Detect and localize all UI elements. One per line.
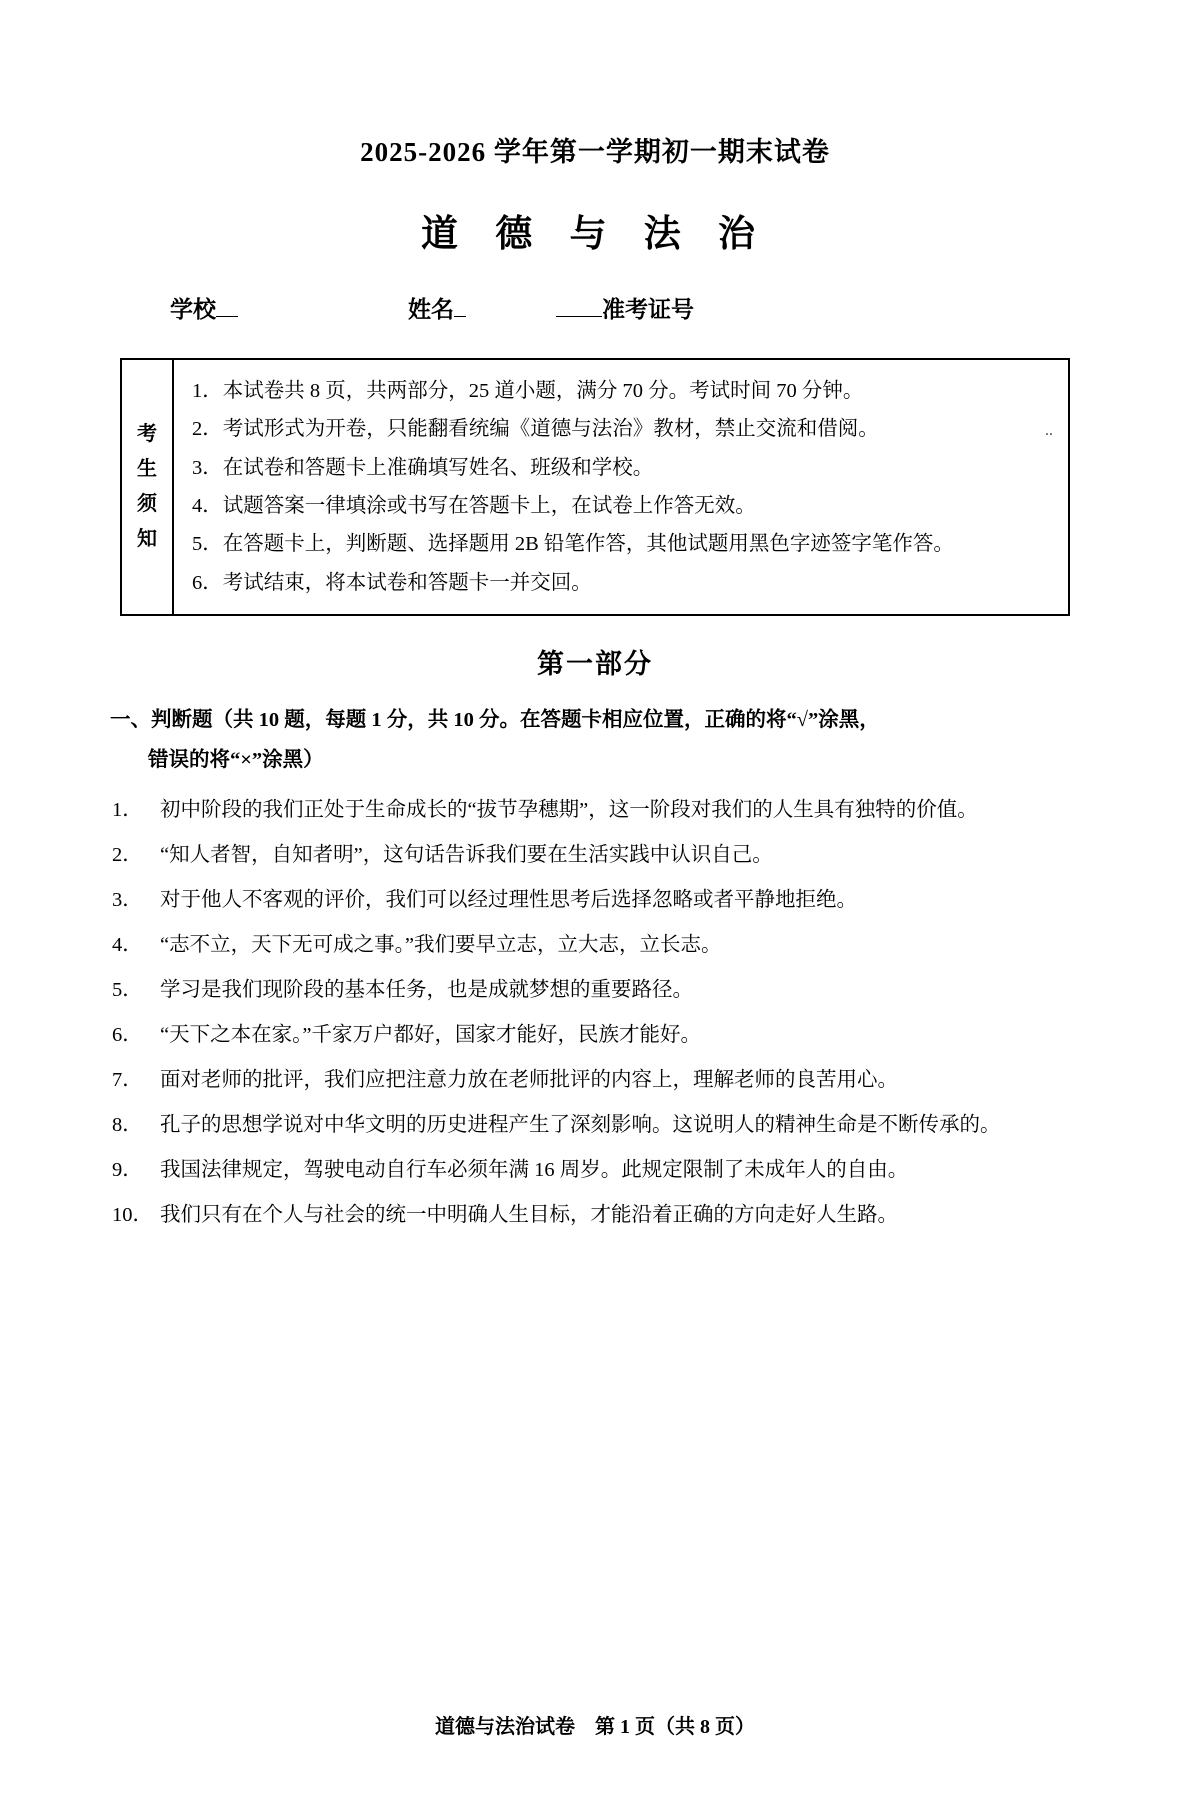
question-list — [112, 791, 1090, 1236]
question-number: 7． — [112, 1068, 143, 1091]
notice-items — [174, 360, 1068, 614]
notice-item: 6．考试结束，将本试卷和答题卡一并交回。 — [192, 571, 592, 594]
question-text: “知人者智，自知者明”，这句话告诉我们要在生活实践中认识自己。 — [160, 843, 773, 866]
notice-item: 1．本试卷共 8 页，共两部分，25 道小题，满分 70 分。考试时间 70 分钟。 — [192, 380, 864, 402]
page-footer: 道德与法治试卷 第 1 页（共 8 页） — [435, 1716, 755, 1738]
question-item — [112, 971, 1090, 1011]
name-label: 姓名 — [408, 297, 454, 322]
school-label: 学校 — [170, 297, 216, 322]
student-info-line — [0, 291, 1190, 324]
question-number: 9． — [112, 1158, 143, 1181]
question-number: 10． — [112, 1203, 153, 1226]
question-number: 5． — [112, 978, 143, 1001]
question-text: 我们只有在个人与社会的统一中明确人生目标，才能沿着正确的方向走好人生路。 — [160, 1203, 898, 1226]
question-text: 初中阶段的我们正处于生命成长的“拔节孕穗期”，这一阶段对我们的人生具有独特的价值。 — [160, 798, 978, 821]
question-item — [112, 926, 1090, 966]
exam-notice-box — [120, 358, 1070, 616]
question-item — [112, 1061, 1090, 1101]
notice-item: 5．在答题卡上，判断题、选择题用 2B 铅笔作答，其他试题用黑色字迹签字笔作答。 — [192, 533, 954, 556]
question-number: 3． — [112, 888, 143, 911]
admission-number-blank[interactable] — [556, 296, 602, 317]
question-text: 学习是我们现阶段的基本任务，也是成就梦想的重要路径。 — [160, 978, 693, 1001]
question-item — [112, 1016, 1090, 1056]
question-item — [112, 1106, 1090, 1146]
admission-number-field[interactable] — [556, 291, 694, 324]
section-heading — [110, 701, 1070, 781]
notice-label-char-3: 须 — [137, 492, 157, 515]
stray-mark: .. — [1045, 422, 1053, 439]
question-text: “志不立，天下无可成之事。”我们要早立志，立大志，立长志。 — [160, 933, 722, 956]
question-number: 4． — [112, 933, 143, 956]
exam-title: 2025-2026 学年第一学期初一期末试卷 — [360, 137, 830, 167]
notice-label-char-1: 考 — [137, 422, 157, 445]
question-item — [112, 791, 1090, 831]
question-item — [112, 1151, 1090, 1191]
question-number: 2． — [112, 843, 143, 866]
question-item — [112, 1196, 1090, 1236]
question-text: 对于他人不客观的评价，我们可以经过理性思考后选择忽略或者平静地拒绝。 — [160, 888, 857, 911]
school-blank[interactable] — [216, 296, 238, 317]
question-text: 面对老师的批评，我们应把注意力放在老师批评的内容上，理解老师的良苦用心。 — [160, 1068, 898, 1091]
notice-item: 3．在试卷和答题卡上准确填写姓名、班级和学校。 — [192, 456, 654, 479]
question-item — [112, 836, 1090, 876]
school-field[interactable] — [170, 291, 238, 324]
section-heading-line1: 一、判断题（共 10 题，每题 1 分，共 10 分。在答题卡相应位置，正确的将“√”涂黑， — [110, 708, 880, 731]
question-item — [112, 881, 1090, 921]
admission-number-label: 准考证号 — [602, 297, 694, 322]
notice-item: 4．试题答案一律填涂或书写在答题卡上，在试卷上作答无效。 — [192, 494, 756, 517]
section-heading-line2: 错误的将“×”涂黑） — [148, 748, 324, 771]
question-number: 6． — [112, 1023, 143, 1046]
question-text: “天下之本在家。”千家万户都好，国家才能好，民族才能好。 — [160, 1023, 701, 1046]
notice-label-char-4: 知 — [137, 527, 157, 550]
exam-paper-page — [0, 130, 1190, 1814]
part-title: 第一部分 — [537, 648, 653, 679]
notice-item: 2．考试形式为开卷，只能翻看统编《道德与法治》教材，禁止交流和借阅。 — [192, 418, 879, 441]
notice-label — [122, 360, 174, 614]
question-number: 1． — [112, 798, 143, 821]
question-text: 我国法律规定，驾驶电动自行车必须年满 16 周岁。此规定限制了未成年人的自由。 — [160, 1158, 909, 1181]
name-field[interactable] — [408, 291, 466, 324]
name-blank[interactable] — [454, 296, 466, 317]
question-number: 8． — [112, 1113, 143, 1136]
notice-label-char-2: 生 — [137, 457, 157, 480]
question-text: 孔子的思想学说对中华文明的历史进程产生了深刻影响。这说明人的精神生命是不断传承的。 — [160, 1113, 1001, 1136]
subject-title: 道 德 与 法 治 — [421, 214, 769, 255]
